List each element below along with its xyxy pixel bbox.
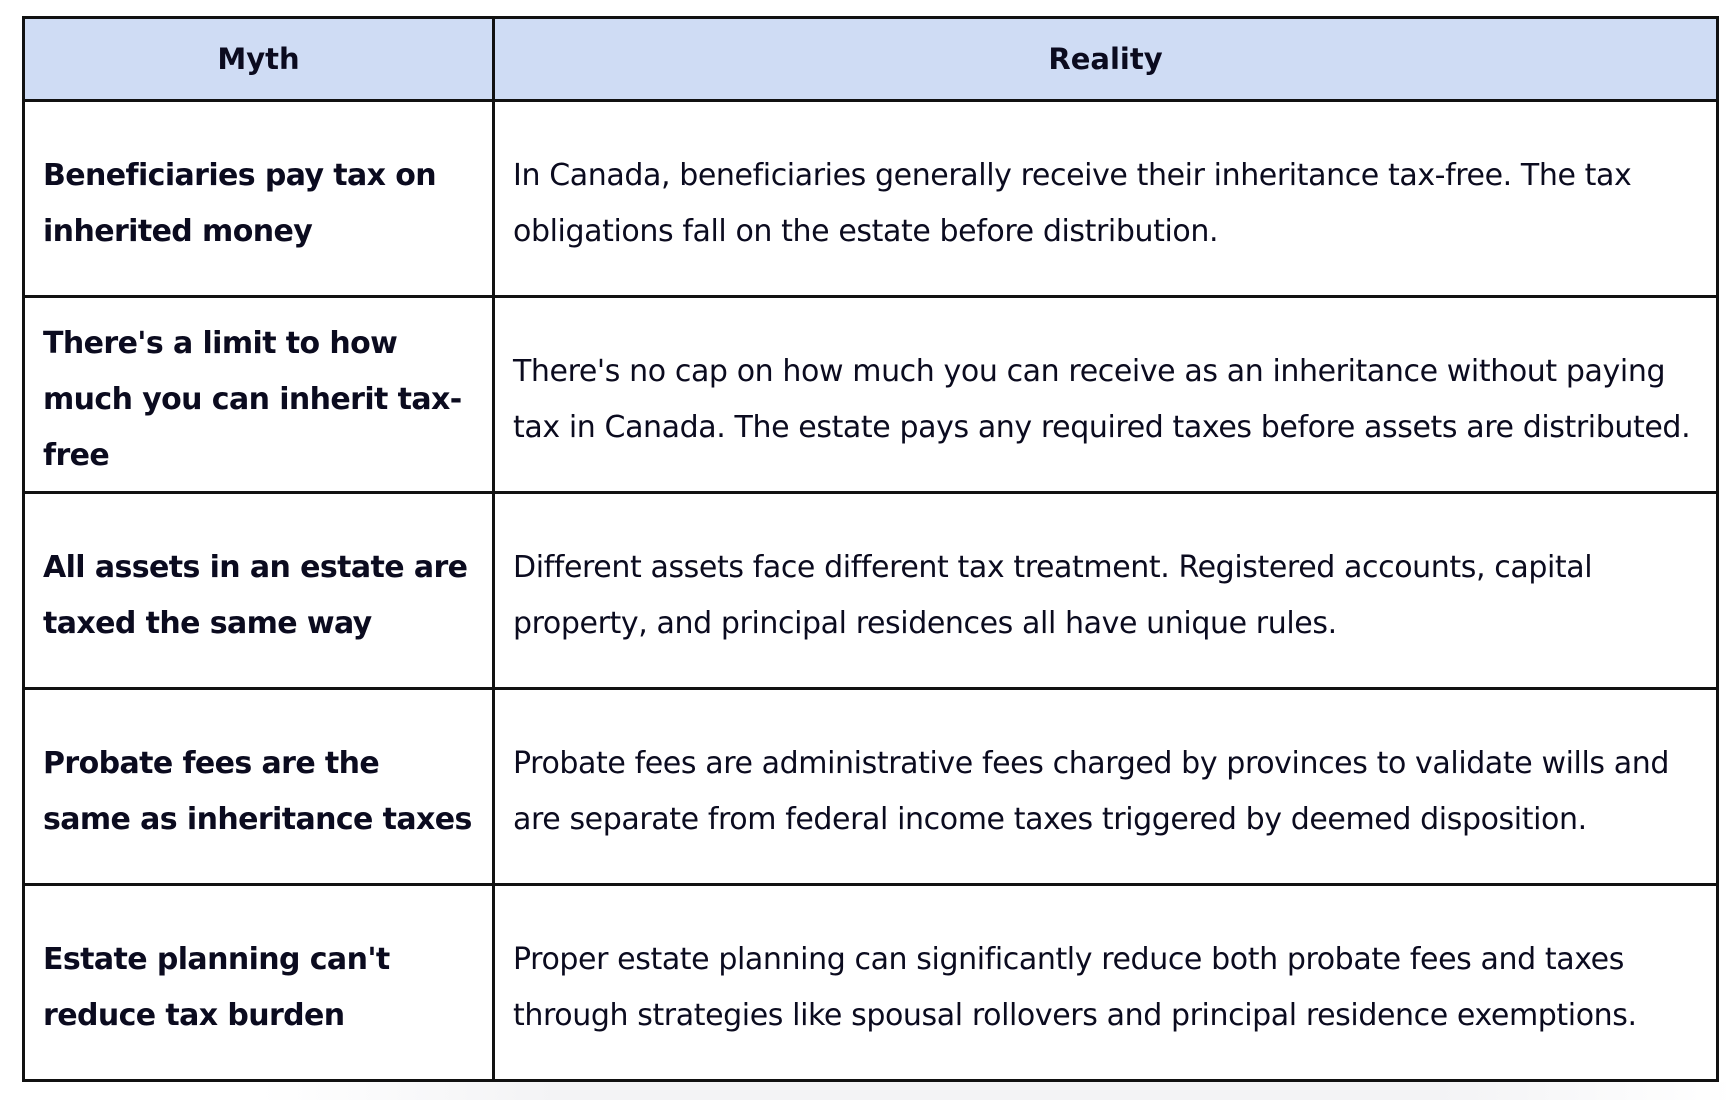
table-row	[24, 689, 1718, 885]
reality-cell: There's no cap on how much you can receive as an inheritance without paying tax in Canada. The estate pays any required taxes before assets are distributed.	[494, 297, 1718, 493]
myth-cell: There's a limit to how much you can inherit tax-free	[24, 297, 494, 493]
myth-cell: All assets in an estate are taxed the same way	[24, 493, 494, 689]
myth-reality-table	[22, 16, 1719, 1082]
table-row	[24, 101, 1718, 297]
table-row	[24, 297, 1718, 493]
myth-cell: Estate planning can't reduce tax burden	[24, 885, 494, 1081]
header-myth: Myth	[24, 18, 494, 101]
bottom-shadow-strip	[260, 1082, 1734, 1100]
reality-cell: Probate fees are administrative fees charged by provinces to validate wills and are separate from federal income taxes triggered by deemed disposition.	[494, 689, 1718, 885]
header-reality: Reality	[494, 18, 1718, 101]
myth-reality-table-container	[22, 16, 1716, 1082]
reality-cell: Different assets face different tax treatment. Registered accounts, capital property, and principal residences all have unique rules.	[494, 493, 1718, 689]
reality-cell: In Canada, beneficiaries generally receive their inheritance tax-free. The tax obligations fall on the estate before distribution.	[494, 101, 1718, 297]
myth-cell: Probate fees are the same as inheritance taxes	[24, 689, 494, 885]
table-header	[24, 18, 1718, 101]
table-body	[24, 101, 1718, 1081]
myth-cell: Beneficiaries pay tax on inherited money	[24, 101, 494, 297]
header-row	[24, 18, 1718, 101]
table-row	[24, 493, 1718, 689]
reality-cell: Proper estate planning can significantly reduce both probate fees and taxes through strategies like spousal rollovers and principal residence exemptions.	[494, 885, 1718, 1081]
table-row	[24, 885, 1718, 1081]
